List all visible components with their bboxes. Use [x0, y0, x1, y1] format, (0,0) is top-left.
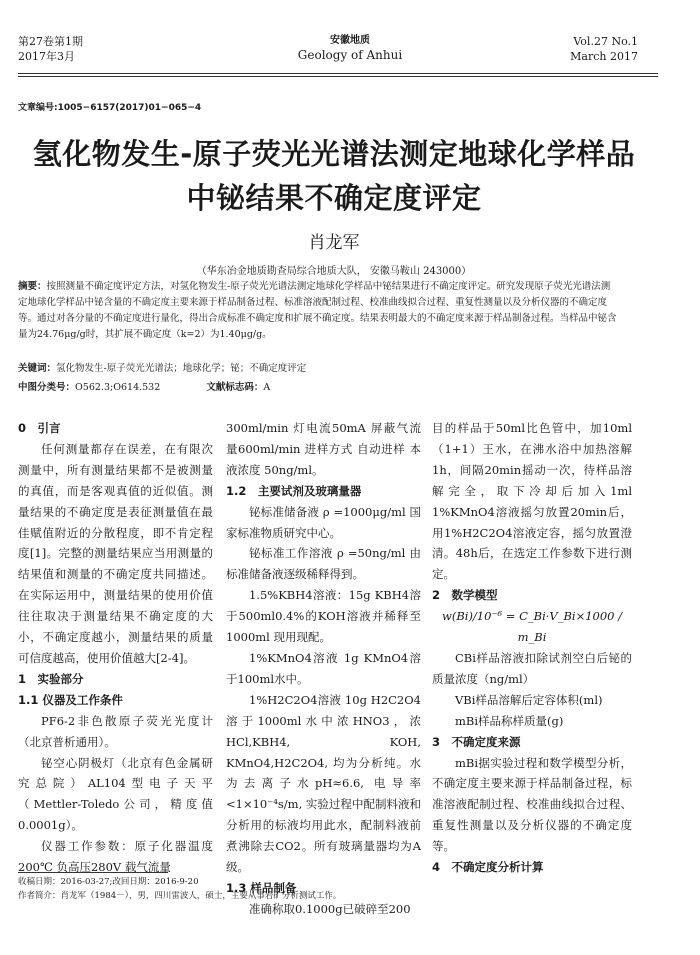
affiliation: （华东冶金地质勘查局综合地质大队， 安徽马鞍山 243000） — [196, 266, 472, 277]
paragraph-parameters-cont: 300ml/min 灯电流50mA 屏蔽气流量600ml/min 进样方式 自动进样 本液浓度 50ng/ml。 — [226, 421, 421, 477]
paragraph-kbh4: 1.5%KBH4溶液：15g KBH4溶于500ml0.4%的KOH溶液并稀释至1000ml 现用现配。 — [226, 588, 421, 645]
definition-c-bi: CBi样品溶液扣除试剂空白后铋的质量浓度（ng/ml） — [432, 650, 632, 686]
paragraph-sample-prep-cont: 目的样品于50ml比色管中，加10ml（1+1）王水，在沸水浴中加热溶解1h，间隔20min摇动一次，待样品溶解完全，取下冷却后加入1ml 1%KMnO4溶液摇匀放置20min后，用1%H2C2O4溶液定容，摇匀放置澄清。48h后，在选定工作参数下进行测定。 — [432, 421, 632, 582]
date-cn: 2017年3月 — [18, 50, 75, 63]
paragraph-lamp-balance: 铋空心阴极灯（北京有色金属研究总院）AL104型电子天平（Mettler-Toledo公司，精度值0.0001g）。 — [18, 755, 213, 833]
volume-issue-cn: 第27卷第1期 — [18, 35, 83, 48]
formula-bismuth-content: w(Bi)/10⁻⁶ = C_Bi·V_Bi×1000 / m_Bi — [441, 609, 623, 645]
doc-code: A — [263, 382, 271, 393]
section-heading-sources: 3 不确定度来源 — [432, 734, 521, 749]
footnote-received: 收稿日期：2016-03-27;改回日期：2016-9-20 — [18, 877, 199, 887]
definition-m-bi: mBi样品称样质量(g) — [455, 713, 564, 728]
clc-label: 中图分类号： — [18, 382, 76, 393]
section-heading-model: 2 数学模型 — [432, 588, 498, 603]
section-heading-intro: 0 引言 — [18, 421, 61, 435]
keywords-label: 关键词： — [18, 363, 57, 374]
definition-v-bi: VBi样品溶解后定容体积(ml) — [455, 692, 603, 707]
volume-issue-en: Vol.27 No.1 — [573, 35, 638, 48]
subsection-heading-instruments: 1.1 仪器及工作条件 — [18, 692, 123, 707]
running-header-right — [570, 34, 638, 64]
classification — [18, 380, 270, 395]
paragraph-parameters: 仪器工作参数：原子化器温度200℃ 负高压280V 载气流量 — [18, 839, 213, 875]
header-rule-thin — [18, 76, 658, 77]
paper-title-line-1: 氢化物发生-原子荧光光谱法测定地球化学样品 — [32, 137, 636, 171]
column-2 — [226, 418, 421, 920]
paragraph-stock-solution: 铋标准储备液 ρ =1000μg/ml 国家标准物质研究中心。 — [226, 504, 421, 540]
keywords — [18, 361, 306, 376]
author-name: 肖龙军 — [308, 233, 360, 253]
abstract-text: 按照测量不确定度评定方法，对氢化物发生-原子荧光光谱法测定地球化学样品中铋结果进行不确定度评定。研究发现原子荧光光谱法测定地球化学样品中铋含量的不确定度主要来源于样品制备过程、标准溶液配制过程、校准曲线拟合过程、重复性测量以及分析仪器的不确定度等。通过对各分量的不确定度进行量化，得出合成标准不确定度和扩展不确定度。结果表明最大的不确定度来源于样品制备过程。当样品中铋含量为24.76μg/g时，其扩展不确定度（k=2）为1.40μg/g。 — [18, 281, 617, 340]
article-number: 文章编号:1005−6157(2017)01−065−4 — [18, 103, 202, 113]
doc-code-label: 文献标志码： — [206, 382, 264, 393]
abstract-label: 摘要： — [18, 281, 47, 292]
footnote-author: 作者简介：肖龙军（1984－），男，四川雷波人，硕士，主要从事岩矿分析测试工作。 — [18, 891, 342, 901]
date-en: March 2017 — [570, 50, 638, 63]
paper-title-line-2: 中铋结果不确定度评定 — [186, 181, 482, 215]
section-heading-experiment: 1 实验部分 — [18, 671, 84, 686]
column-1 — [18, 418, 213, 878]
paragraph-working-solution: 铋标准工作溶液 ρ =50ng/ml 由标准储备液逐级稀释得到。 — [226, 546, 421, 582]
column-3 — [432, 418, 632, 878]
paragraph-intro: 任何测量都存在误差，在有限次测量中，所有测量结果都不是被测量的真值，而是客观真值的近似值。测量结果的不确定度是表征测量值在最佳赋值附近的分散程度，即不肯定程度[1]。完整的测量结果应当用测量的结果值和测量的不确定度共同描述。在实际运用中，测量结果的使用价值往往取决于测量结果不确定度的大小，不确定度越小，测量结果的质量可信度越高，使用价值越大[2-4]。 — [18, 441, 213, 665]
paragraph-h2c2o4: 1%H2C2O4溶液 10g H2C2O4溶于1000ml水中浓HNO3，浓 HCl,KBH4, KOH, KMnO4,H2C2O4, 均为分析纯。水为去离子水pH≈6.6, 电导率<1×10⁻⁴s/m, 实验过程中配制料液和分析用的标液均用此水，配制料液前煮沸除去CO2。所有玻璃量器均为A级。 — [226, 692, 421, 875]
subsection-heading-sample-prep: 1.3 样品制备 — [226, 880, 297, 895]
paragraph-instrument: PF6-2非色散原子荧光光度计（北京普析通用）。 — [18, 713, 213, 749]
journal-name-cn: 安徽地质 — [330, 35, 370, 46]
clc-number: O562.3;O614.532 — [75, 382, 161, 393]
header-rule — [18, 73, 658, 74]
subsection-heading-reagents: 1.2 主要试剂及玻璃量器 — [226, 483, 362, 498]
paragraph-sources: mBi据实验过程和数学模型分析，不确定度主要来源于样品制备过程，标准溶液配制过程、校准曲线拟合过程、重复性测量以及分析仪器的不确定度等。 — [432, 755, 632, 854]
footnote-rule — [18, 872, 168, 873]
keywords-text: 氢化物发生-原子荧光光谱法；地球化学；铋；不确定度评定 — [56, 363, 307, 374]
paragraph-sample-prep: 准确称取0.1000g已破碎至200 — [249, 901, 411, 916]
paragraph-kmno4: 1%KMnO4溶液 1g KMnO4溶于100ml水中。 — [226, 650, 421, 686]
journal-name-en: Geology of Anhui — [297, 48, 403, 62]
section-heading-analysis: 4 不确定度分析计算 — [432, 860, 544, 875]
abstract — [18, 279, 618, 343]
